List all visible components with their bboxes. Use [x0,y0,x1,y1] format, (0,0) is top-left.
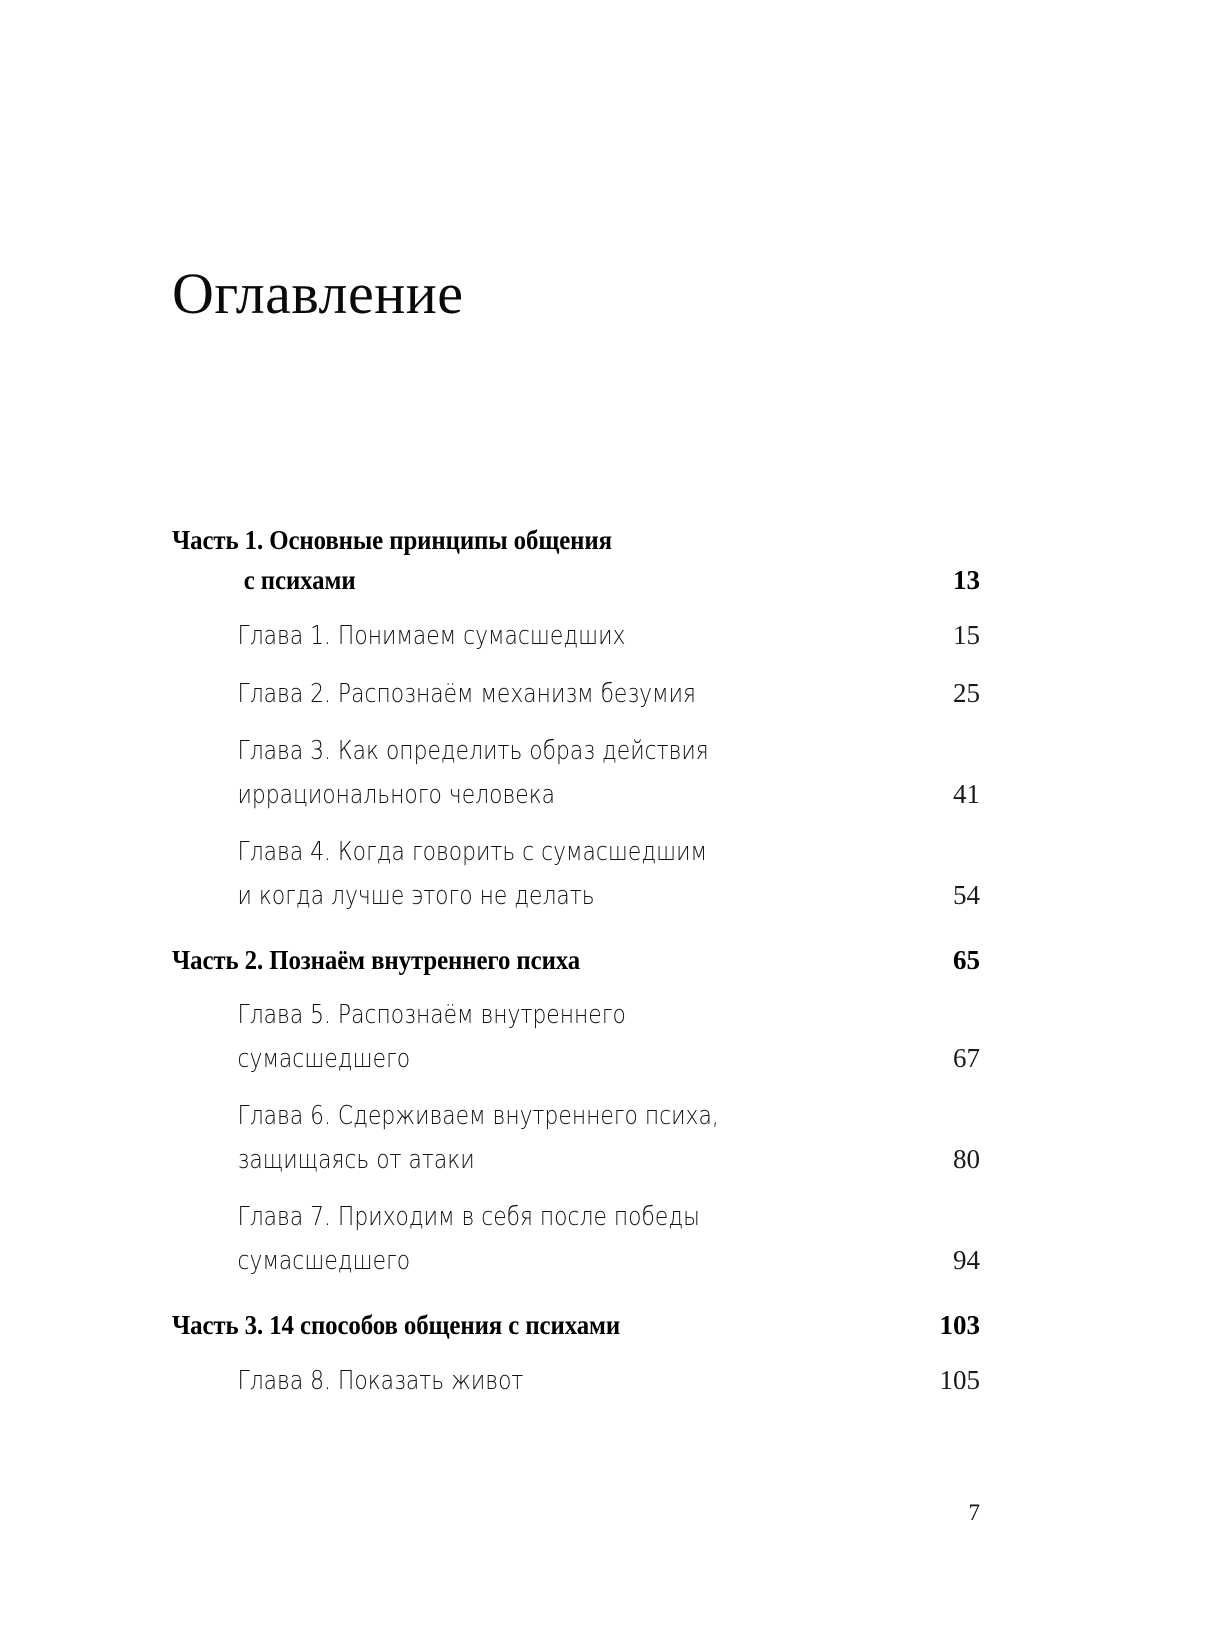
toc-entry-page-number: 105 [939,1365,980,1395]
toc-entry-title: Глава 8. Показать живот [237,1366,524,1396]
toc-part-entry[interactable] [172,1305,980,1345]
toc-part-entry[interactable] [172,940,980,980]
toc-entry-line [172,874,980,918]
toc-entry-title: Глава 6. Сдерживаем внутреннего психа, [237,1101,719,1131]
toc-entry-title: с психами [243,565,356,595]
toc-chapter-entry[interactable] [172,1095,980,1182]
toc-entry-line [172,614,980,658]
toc-chapter-entry[interactable] [172,730,980,817]
toc-entry-page-number: 41 [953,779,980,809]
toc-chapter-entry[interactable] [172,1196,980,1283]
toc-entry-lines [172,520,980,600]
toc-entry-title: сумасшедшего [237,1044,411,1074]
toc-entry-line [172,1359,980,1403]
toc-entry-line [172,520,980,560]
toc-entry-page-number: 65 [953,945,980,975]
toc-entry-page-number: 94 [953,1245,980,1275]
toc-entry-line [172,1239,980,1283]
toc-entry-line [172,1196,980,1239]
toc-entry-line [172,1305,980,1345]
toc-entry-line [172,730,980,773]
toc-entry-line [172,994,980,1037]
toc-entry-lines [172,1095,980,1182]
toc-entry-title: сумасшедшего [237,1246,411,1276]
toc-entry-lines [172,1359,980,1403]
toc-entry-line [172,1037,980,1081]
toc-entry-page-number: 67 [953,1043,980,1073]
toc-chapter-entry[interactable] [172,831,980,918]
toc-entry-line [172,773,980,817]
toc-entry-line [172,560,980,600]
toc-entry-lines [172,672,980,716]
toc-entry-lines [172,730,980,817]
toc-entry-title: Глава 4. Когда говорить с сумасшедшим [237,837,708,867]
toc-entry-page-number: 15 [953,620,980,650]
toc-list [172,520,980,1407]
toc-entry-title: иррационального человека [237,780,556,810]
toc-entry-page-number: 13 [953,565,980,595]
toc-entry-page-number: 25 [953,678,980,708]
toc-entry-line [172,1095,980,1138]
toc-entry-page-number: 103 [939,1310,980,1340]
toc-entry-title: Глава 1. Понимаем сумасшедших [237,621,626,651]
toc-entry-title: Глава 5. Распознаём внутреннего [237,1000,626,1030]
toc-entry-lines [172,994,980,1081]
toc-entry-lines [172,614,980,658]
toc-entry-title: Глава 3. Как определить образ действия [237,736,709,766]
toc-entry-title: и когда лучше этого не делать [237,881,595,911]
toc-entry-title: Часть 1. Основные принципы общения [172,525,612,555]
toc-entry-line [172,940,980,980]
toc-entry-page-number: 80 [953,1144,980,1174]
toc-entry-line [172,831,980,874]
toc-part-entry[interactable] [172,520,980,600]
toc-entry-title: Часть 2. Познаём внутреннего психа [172,945,581,975]
toc-entry-lines [172,940,980,980]
toc-entry-title: Глава 2. Распознаём механизм безумия [237,679,696,709]
toc-entry-line [172,672,980,716]
toc-chapter-entry[interactable] [172,672,980,716]
toc-entry-page-number: 54 [953,880,980,910]
toc-entry-line [172,1138,980,1182]
toc-chapter-entry[interactable] [172,1359,980,1403]
toc-entry-lines [172,1305,980,1345]
toc-chapter-entry[interactable] [172,994,980,1081]
toc-entry-lines [172,831,980,918]
folio-page-number: 7 [968,1500,980,1525]
toc-entry-title: защищаясь от атаки [237,1145,475,1175]
toc-chapter-entry[interactable] [172,614,980,658]
page-title: Оглавление [172,261,464,326]
toc-entry-title: Глава 7. Приходим в себя после победы [237,1202,700,1232]
toc-entry-title: Часть 3. 14 способов общения с психами [172,1310,621,1340]
toc-entry-lines [172,1196,980,1283]
